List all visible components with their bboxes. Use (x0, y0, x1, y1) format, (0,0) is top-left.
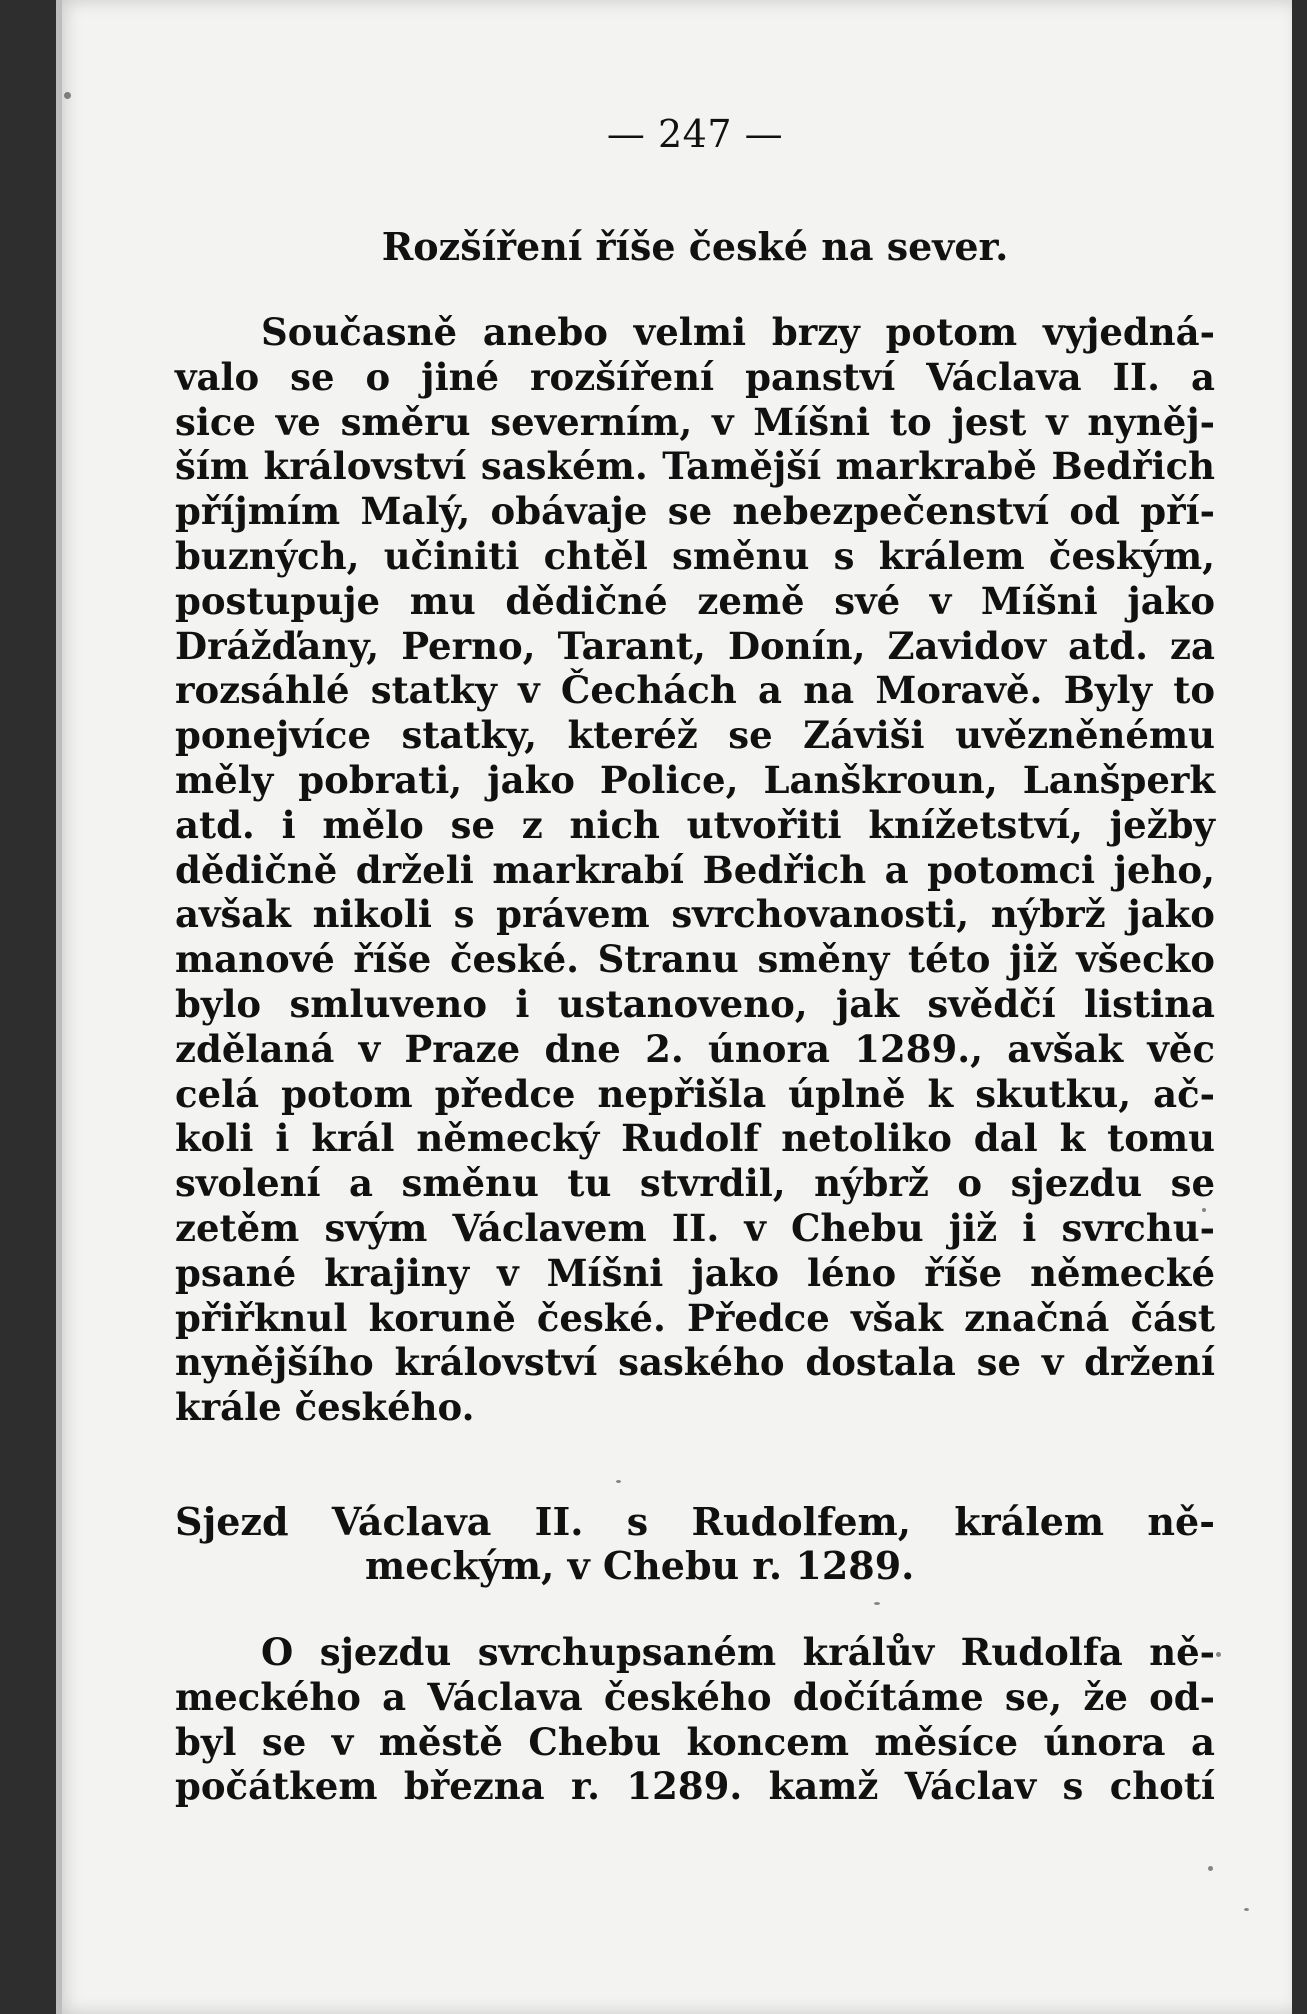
scan-speck (1216, 1652, 1221, 1657)
paragraph-rozsireni (175, 310, 1215, 1430)
text-line: Drážďany, Perno, Tarant, Donín, Zavidov atd. za (175, 623, 1215, 668)
text-line: bylo smluveno i ustanoveno, jak svědčí listina (175, 981, 1215, 1026)
text-line: ším království saském. Tamější markrabě Bedřich (175, 444, 1215, 489)
text-line: koli i král německý Rudolf netoliko dal k tomu (175, 1116, 1215, 1161)
text-line: svolení a směnu tu stvrdil, nýbrž o sjezdu se (175, 1161, 1215, 1206)
text-line: přiřknul koruně české. Předce však značná část (175, 1295, 1215, 1340)
text-line: nynějšího království saského dostala se v držení (175, 1340, 1215, 1385)
text-line: počátkem března r. 1289. kamž Václav s chotí (175, 1764, 1215, 1809)
text-line: valo se o jiné rozšíření panství Václava II. a (175, 354, 1215, 399)
scan-speck (1244, 1908, 1249, 1911)
text-line: zdělaná v Praze dne 2. února 1289., avšak věc (175, 1026, 1215, 1071)
text-line: celá potom předce nepřišla úplně k skutku, ač- (175, 1071, 1215, 1116)
text-line: krále českého. (175, 1385, 475, 1430)
text-line: zetěm svým Václavem II. v Chebu již i svrchu- (175, 1205, 1215, 1250)
text-line: meckého a Václava českého dočítáme se, že od- (175, 1674, 1215, 1719)
page-number: — 247 — (606, 112, 784, 156)
text-line: avšak nikoli s právem svrchovanosti, nýbrž jako (175, 892, 1215, 937)
section-heading-line: meckým, v Chebu r. 1289. (365, 1543, 915, 1588)
text-line: atd. i mělo se z nich utvořiti knížetství, ježby (175, 802, 1215, 847)
text-line: příjmím Malý, obávaje se nebezpečenství od pří- (175, 489, 1215, 534)
text-line: dědičně drželi markrabí Bedřich a potomci jeho, (175, 847, 1215, 892)
text-line: sice ve směru severním, v Míšni to jest v nyněj- (175, 399, 1215, 444)
section-heading-line: Sjezd Václava II. s Rudolfem, králem ně- (175, 1499, 1215, 1544)
text-line: buzných, učiniti chtěl směnu s králem českým, (175, 533, 1215, 578)
paragraph-sjezd (175, 1630, 1215, 1809)
text-line: psané krajiny v Míšni jako léno říše německé (175, 1250, 1215, 1295)
scan-speck (64, 92, 71, 99)
text-line: ponejvíce statky, kteréž se Záviši uvězněnému (175, 713, 1215, 758)
section-heading-rozsireni: Rozšíření říše české na sever. (381, 224, 1009, 269)
text-line: byl se v městě Chebu koncem měsíce února a (175, 1719, 1215, 1764)
book-page (56, 0, 1292, 2014)
scan-speck (1208, 1866, 1213, 1871)
text-line: postupuje mu dědičné země své v Míšni jako (175, 578, 1215, 623)
text-line: měly pobrati, jako Police, Lanškroun, Lanšperk (175, 757, 1215, 802)
page-edge (56, 0, 62, 2014)
scan-speck (616, 1480, 621, 1483)
text-line: O sjezdu svrchupsaném králův Rudolfa ně- (261, 1630, 1215, 1674)
text-line: rozsáhlé statky v Čechách a na Moravě. Byly to (175, 668, 1215, 713)
text-line: manové říše české. Stranu směny této již všecko (175, 937, 1215, 982)
scan-speck (874, 1602, 880, 1605)
text-line: Současně anebo velmi brzy potom vyjedná- (261, 310, 1215, 354)
section-heading-sjezd (175, 1500, 1215, 1588)
